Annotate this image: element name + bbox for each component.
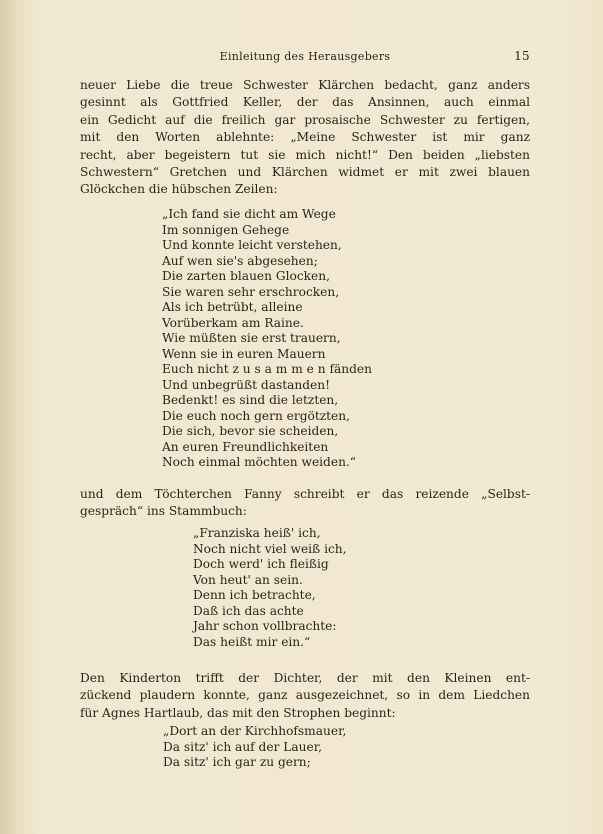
verse-line: Die euch noch gern ergötzten, [162,408,350,423]
verse-line: Wenn sie in euren Mauern [162,346,326,361]
text-line: Den Kinderton trifft der Dichter, der mit den Kleinen ent- [80,671,530,685]
verse-line: Vorüberkam am Raine. [162,315,304,330]
poem-selbstgesprach [193,526,347,650]
text-line: Glöckchen die hübschen Zeilen: [80,182,278,197]
verse-line: Denn ich betrachte, [193,588,316,602]
page-number: 15 [514,49,530,63]
verse-line: Das heißt mir ein.“ [193,634,311,649]
verse-line: Von heut' an sein. [193,572,303,587]
verse-line: Wie müßten sie erst trauern, [162,331,341,345]
verse-line: Noch nicht viel weiß ich, [193,541,347,556]
text-line: Schwestern“ Gretchen und Klärchen widmet er mit zwei blauen [80,165,530,180]
text-line: ein Gedicht auf die freilich gar prosaische Schwester zu fertigen, [80,112,530,127]
text-line: recht, aber begeistern tut sie mich nicht!“ Den beiden „liebsten [80,147,530,162]
verse-line: Doch werd' ich fleißig [193,557,329,571]
verse-line: Da sitz' ich auf der Lauer, [163,739,323,754]
verse-line: „Dort an der Kirchhofsmauer, [163,724,347,738]
verse-line: „Franziska heiß' ich, [193,526,321,540]
paragraph-1 [80,77,530,199]
paragraph-3 [80,670,530,722]
poem-kirchhofsmauer [163,724,346,771]
verse-line: Die sich, bevor sie scheiden, [162,424,339,438]
verse-line: Auf wen sie's abgesehen; [162,253,318,268]
verse-line: Da sitz' ich gar zu gern; [163,755,311,769]
text-line: neuer Liebe die treue Schwester Klärchen bedacht, ganz anders [80,78,530,92]
text-line: und dem Töchterchen Fanny schreibt er das reizende „Selbst- [80,487,530,501]
verse-line: Als ich betrübt, alleine [162,300,303,314]
verse-line: Jahr schon vollbrachte: [193,619,337,633]
verse-line: Daß ich das achte [193,603,304,618]
verse-line: „Ich fand sie dicht am Wege [162,207,336,221]
text-line: mit den Worten ablehnte: „Meine Schwester ist mir ganz [80,130,530,145]
verse-line: Sie waren sehr erschrocken, [162,284,340,299]
verse-line: An euren Freundlichkeiten [162,439,329,454]
verse-line: Noch einmal möchten weiden.“ [162,455,357,469]
verse-line: Und unbegrüßt dastanden! [162,377,330,392]
poem-glockchen [162,207,372,471]
verse-line: Im sonnigen Gehege [162,222,290,237]
verse-line: Und konnte leicht verstehen, [162,238,342,252]
text-line: gespräch“ ins Stammbuch: [80,504,247,519]
running-header [80,50,530,68]
header-title: Einleitung des Herausgebers [219,50,391,63]
text-line: für Agnes Hartlaub, das mit den Strophen beginnt: [80,705,396,720]
text-line: gesinnt als Gottfried Keller, der das Ansinnen, auch einmal [80,95,530,110]
verse-line: Bedenkt! es sind die letzten, [162,393,339,407]
verse-line: Euch nicht z u s a m m e n fänden [162,362,372,376]
verse-line: Die zarten blauen Glocken, [162,269,330,283]
paragraph-2 [80,486,530,521]
text-line: zückend plaudern konnte, ganz ausgezeichnet, so in dem Liedchen [80,688,530,703]
